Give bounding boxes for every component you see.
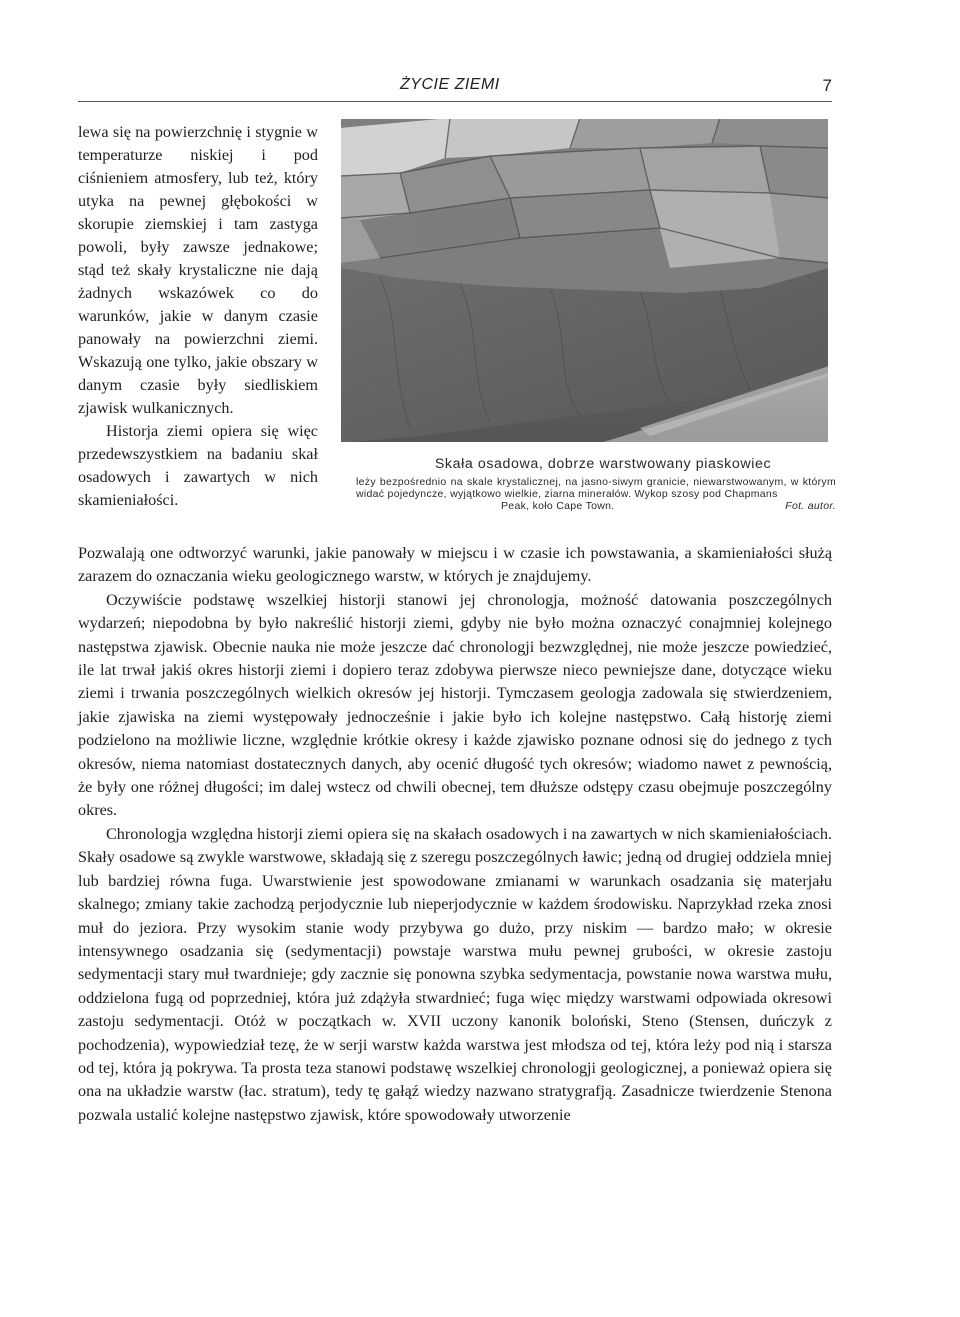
photo-credit: Fot. autor. — [785, 500, 836, 512]
paragraph: Pozwalają one odtworzyć warunki, jakie panowały w miejscu i w czasie ich powstawania, a skamieniałości służą zarazem do oznaczania wieku geologicznego warstw, w których je znajdujemy. — [78, 544, 832, 586]
running-title: ŻYCIE ZIEMI — [400, 76, 500, 93]
running-header — [78, 74, 832, 102]
page-number: 7 — [822, 76, 832, 95]
caption-text: leży bezpośrednio na skale krystalicznej, na jasno-siwym granicie, niewarstwowanym, w którym widać pojedyncze, wyjątkowo wielkie, ziarna minerałów. Wykop szosy pod Chapmans — [356, 476, 836, 500]
caption-title: Skała osadowa, dobrze warstwowany piaskowiec — [434, 456, 772, 472]
rock-photograph — [340, 118, 829, 443]
left-column-text — [78, 121, 318, 512]
paragraph: Chronologja względna historji ziemi opiera się na skałach osadowych i na zawartych w nich skamieniałościach. Skały osadowe są zwykle warstwowe, składają się z szeregu poszczególnych ławic; jedną od drugiej oddziela mniej lub bardziej równa fuga. Uwarstwienie jest spowodowane zmianami w warunkach osadzania się materjału skalnego; zmiany takie zachodzą perjodycznie lub nieperjodycznie w każdem środowisku. Naprzykład rzeka znosi muł do jeziora. Przy wysokim stanie wody przybywa go dużo, przy niskim — bardzo mało; w okresie intensywnego osadzania się (sedymentacji) powstaje warstwa mułu pewnej grubości, w okresie zastoju sedymentacji stary muł twardnieje; gdy zacznie się ponowna szybka sedymentacja, powstanie nowa warstwa mułu, oddzielona fugą od poprzedniej, która już zdążyła stwardnieć; fuga więc między warstwami odpowiada okresowi zastoju sedymentacji. Otóż w początkach w. XVII uczony kanonik boloński, Steno (Stensen, duńczyk z pochodzenia), wypowiedział tezę, że w serji warstw każda warstwa jest młodsza od tej, która leży pod nią i starsza od tej, która ją pokrywa. Ta prosta teza stanowi podstawę wszelkiej chronologji geologicznej, a ponieważ opiera się ona na układzie warstw (łac. stratum), tedy tę gałąź wiedzy nazwano stratygrafją. Zasadnicze twierdzenie Stenona pozwala ustalić kolejne następstwo zjawisk, które spowodowały utworzenie — [78, 824, 832, 1124]
figure-caption — [356, 456, 836, 512]
header-rule — [78, 101, 832, 102]
caption-tail — [356, 500, 836, 512]
caption-place: Peak, koło Cape Town. — [501, 500, 615, 512]
paragraph: lewa się na powierzchnię i stygnie w temperaturze niskiej i pod ciśnieniem atmosfery, lub też, który utyka na pewnej głębokości w skorupie ziemskiej i tam zastyga powoli, były zawsze jednakowe; stąd też skały krystaliczne nie dają żadnych wskazówek co do warunków, jakie w danym czasie panowały na powierzchni ziemi. Wskazują one tylko, jakie obszary w danym czasie były siedliskiem zjawisk wulkanicznych. — [78, 123, 318, 417]
paragraph: Historja ziemi opiera się więc przedewszystkiem na badaniu skał osadowych i zawartych w nich skamieniałości. — [78, 422, 318, 509]
paragraph: Oczywiście podstawę wszelkiej historji stanowi jej chronologja, możność datowania poszczególnych wydarzeń; niepodobna by było nakreślić historji ziemi, gdyby nie było można oznaczyć conajmniej kolejnego następstwa zjawisk. Obecnie nauka nie może jeszcze dać chronologji bezwzględnej, nie może jeszcze powiedzieć, ile lat trwał jakiś okres historji ziemi i dopiero teraz zdobywa pierwsze nieco pewniejsze dane, dotyczące wieku ziemi i trwania poszczególnych wielkich okresów jej historji. Tymczasem geologja zadowala się stwierdzeniem, jakie zjawiska na ziemi występowały jednocześnie i jakie było ich kolejne następstwo. Całą historję ziemi podzielono na możliwie liczne, względnie krótkie okresy i każde zjawisko poznane odnosi się do jednego z tych okresów, niema natomiast dostatecznych danych, aby ocenić długość tych okresów; wiadomo nawet z pewnością, że były one różnej długości; im dalej wstecz od chwili obecnej, tem dłuższe odstępy czasu obejmuje poszczególny okres. — [78, 590, 832, 820]
full-width-text — [78, 542, 832, 1127]
